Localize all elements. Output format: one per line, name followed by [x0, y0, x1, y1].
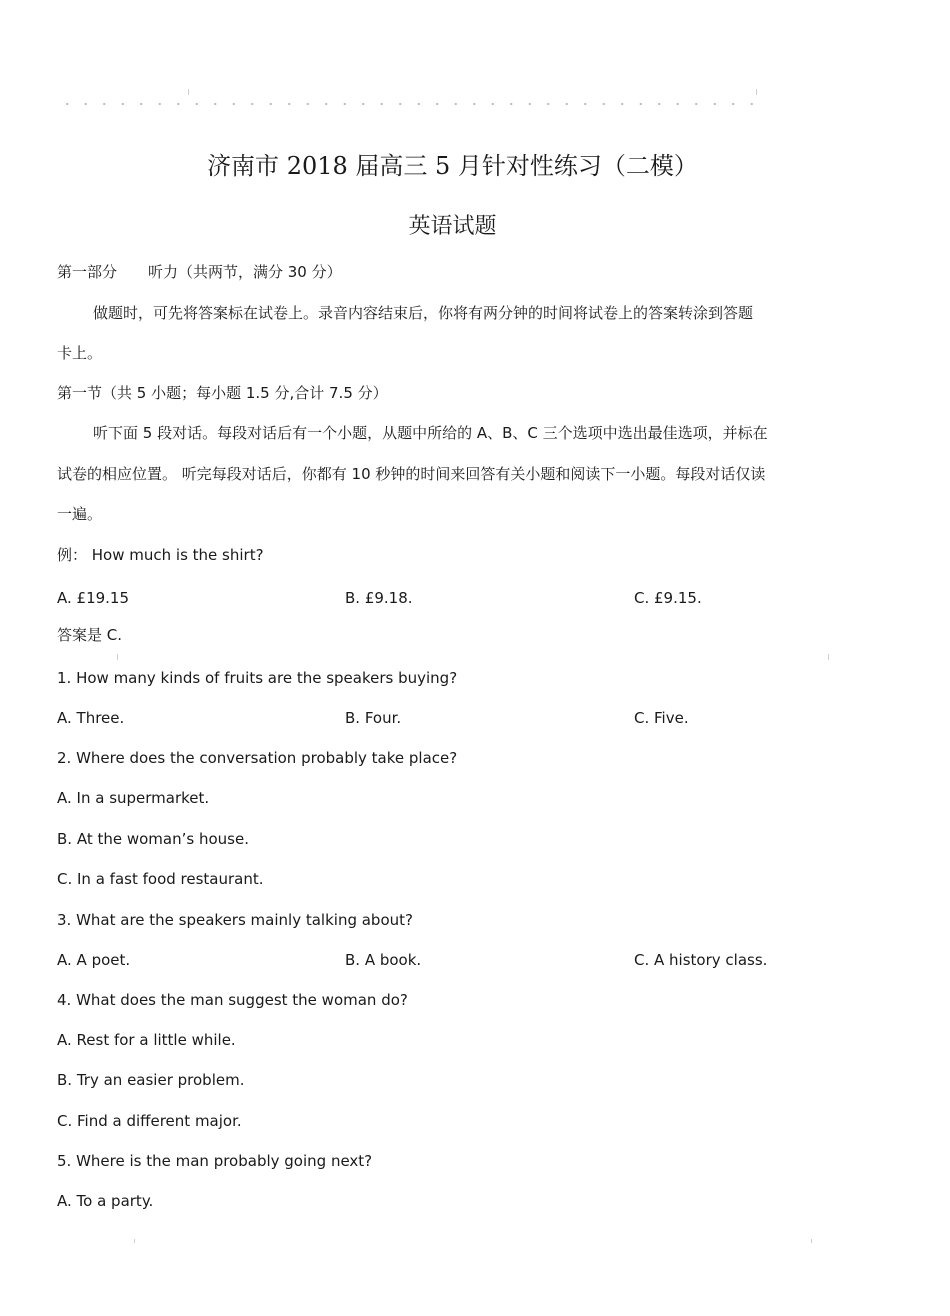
question-option-a: A. Three. — [57, 709, 125, 727]
part1-instruction: 卡上。 — [57, 344, 103, 362]
scan-mark — [134, 1239, 135, 1243]
question-option-c: C. In a fast food restaurant. — [57, 870, 264, 888]
question-option-a: A. Rest for a little while. — [57, 1031, 236, 1049]
scan-mark — [188, 89, 189, 95]
section1-instruction: 一遍。 — [57, 505, 103, 523]
question-option-c: C. A history class. — [634, 951, 768, 969]
section1-heading: 第一节（共 5 小题；每小题 1.5 分,合计 7.5 分） — [57, 384, 388, 402]
example-option-a: A. £19.15 — [57, 589, 130, 607]
question-option-c: C. Five. — [634, 709, 689, 727]
example-question: 例： How much is the shirt? — [57, 546, 264, 564]
part1-instruction: 做题时，可先将答案标在试卷上。录音内容结束后，你将有两分钟的时间将试卷上的答案转涂到答题 — [93, 304, 754, 322]
question-text: 4. What does the man suggest the woman do? — [57, 991, 408, 1009]
question-option-b: B. Four. — [345, 709, 402, 727]
question-text: 3. What are the speakers mainly talking about? — [57, 911, 413, 929]
question-option-a: A. A poet. — [57, 951, 131, 969]
scan-mark — [117, 654, 118, 660]
question-option-b: B. Try an easier problem. — [57, 1071, 245, 1089]
example-option-c: C. £9.15. — [634, 589, 702, 607]
example-option-b: B. £9.18. — [345, 589, 413, 607]
document-title: 济南市 2018 届高三 5 月针对性练习（二模） — [207, 152, 698, 180]
question-option-c: C. Find a different major. — [57, 1112, 242, 1130]
question-option-a: A. In a supermarket. — [57, 789, 210, 807]
example-answer: 答案是 C. — [57, 626, 123, 644]
question-text: 2. Where does the conversation probably take place? — [57, 749, 458, 767]
question-text: 1. How many kinds of fruits are the speakers buying? — [57, 669, 458, 687]
section1-instruction: 试卷的相应位置。 听完每段对话后，你都有 10 秒钟的时间来回答有关小题和阅读下一小题。每段对话仅读 — [57, 465, 766, 483]
question-option-b: B. At the woman’s house. — [57, 830, 249, 848]
question-option-b: B. A book. — [345, 951, 422, 969]
section1-instruction: 听下面 5 段对话。每段对话后有一个小题，从题中所给的 A、B、C 三个选项中选出最佳选项，并标在 — [93, 424, 768, 442]
dotted-separator — [58, 101, 758, 107]
question-text: 5. Where is the man probably going next? — [57, 1152, 373, 1170]
scan-mark — [811, 1239, 812, 1243]
scan-mark — [828, 654, 829, 660]
scan-mark — [756, 89, 757, 95]
document-subtitle: 英语试题 — [408, 214, 497, 239]
part1-heading-label: 第一部分 — [57, 263, 118, 281]
question-option-a: A. To a party. — [57, 1192, 154, 1210]
part1-heading-detail: 听力（共两节，满分 30 分） — [148, 263, 342, 281]
